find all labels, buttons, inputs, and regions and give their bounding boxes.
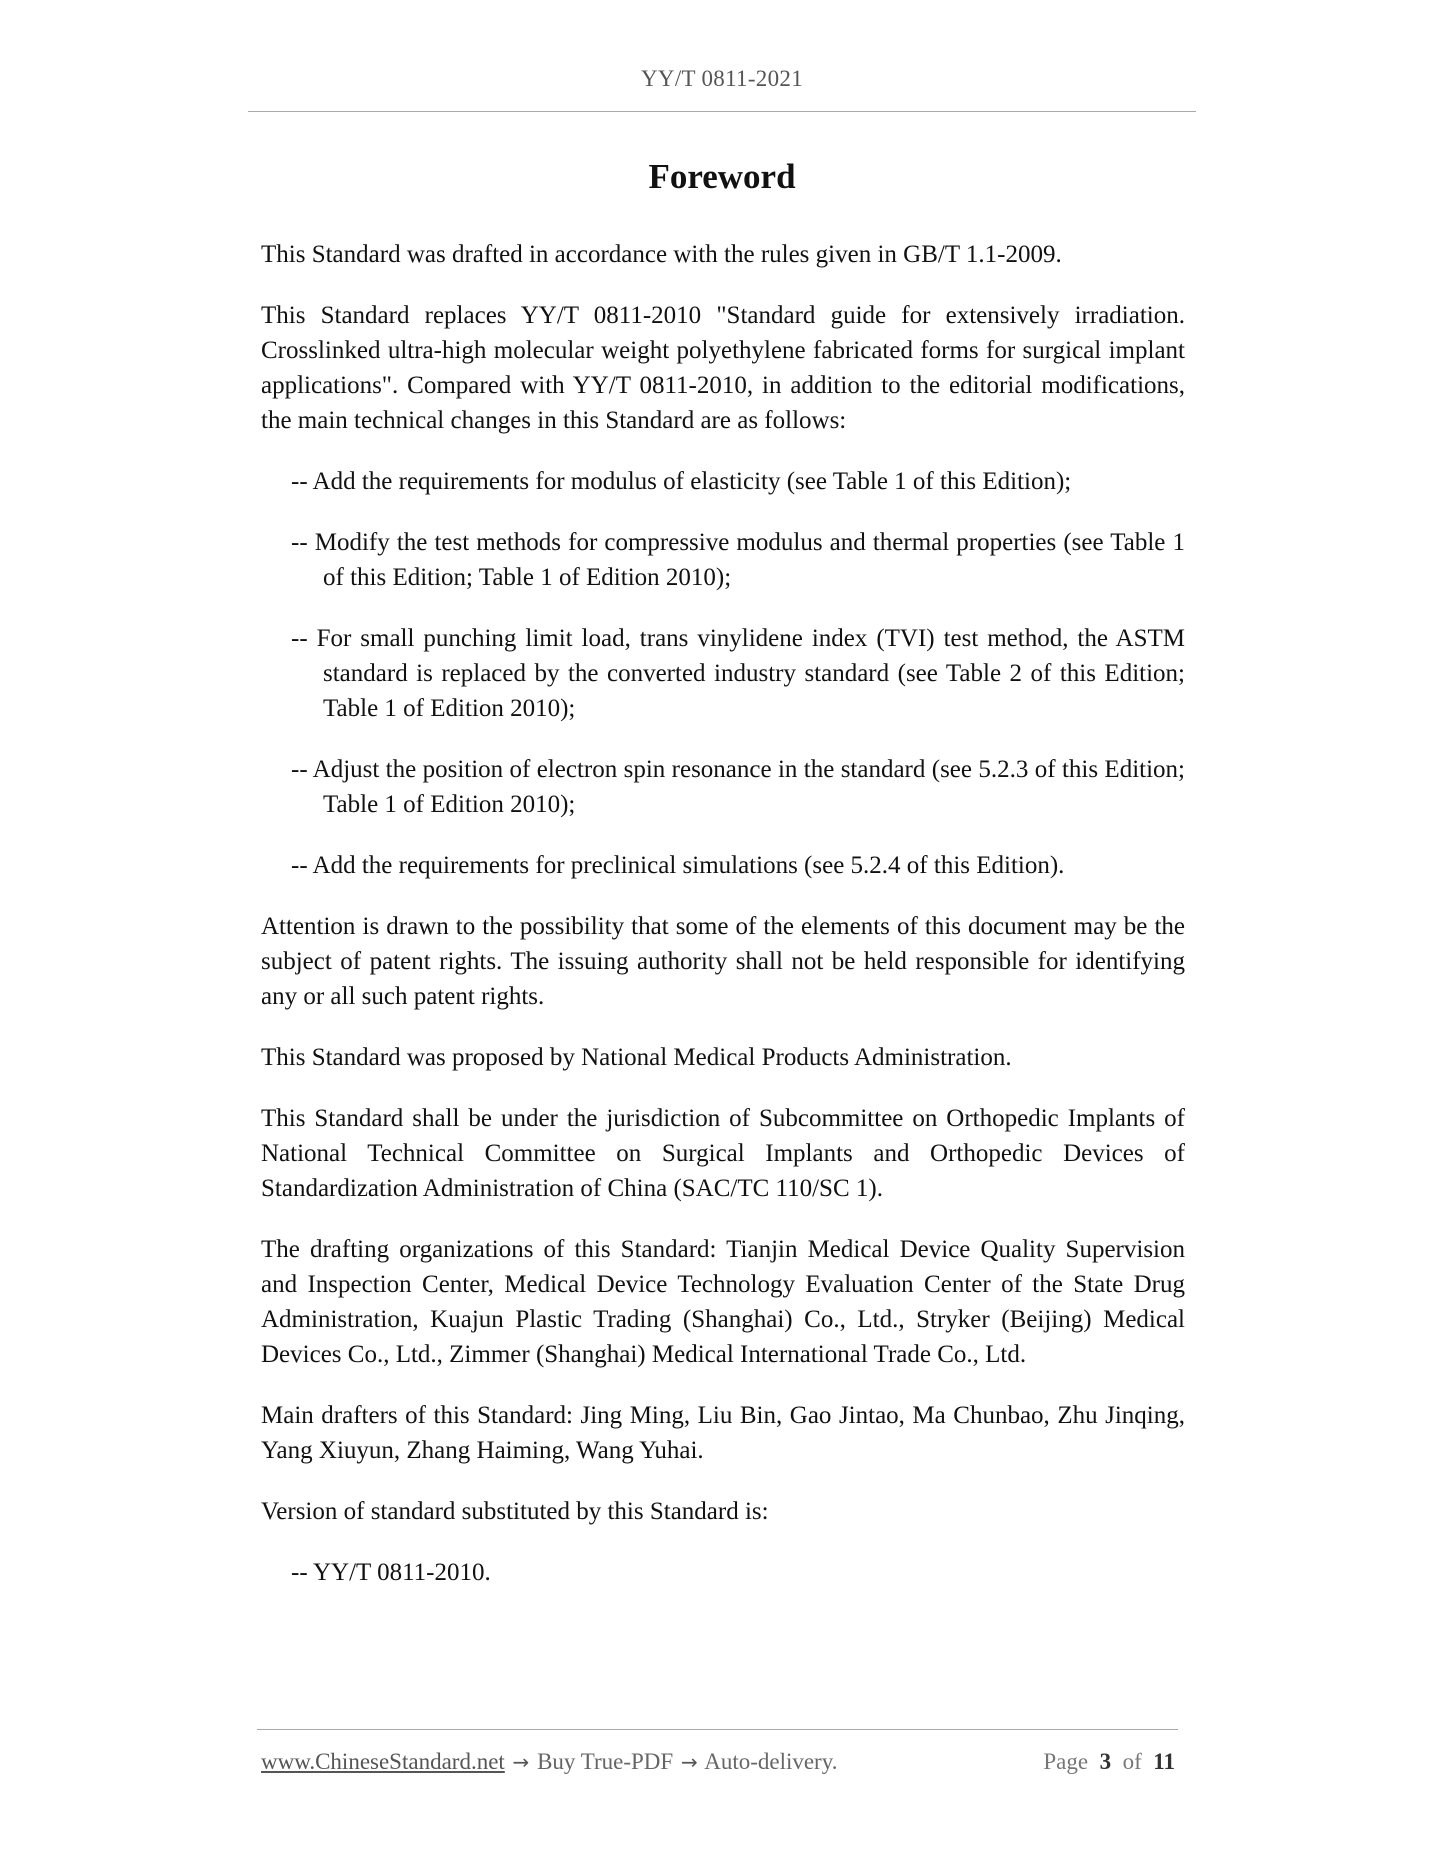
footer-promo xyxy=(261,1749,837,1775)
page-title: Foreword xyxy=(648,157,796,196)
substituted-version-paragraph: Version of standard substituted by this Standard is: xyxy=(261,1498,769,1525)
drafting-rules-paragraph: This Standard was drafted in accordance with the rules given in GB/T 1.1-2009. xyxy=(261,241,1062,268)
footer-divider xyxy=(257,1729,1178,1730)
main-drafters-paragraph: Main drafters of this Standard: Jing Ming, Liu Bin, Gao Jintao, Ma Chunbao, Zhu Jinqing, Yang Xiuyun, Zhang Haiming, Wang Yuhai. xyxy=(261,1402,1185,1464)
page-total: 11 xyxy=(1153,1749,1175,1774)
replacement-paragraph: This Standard replaces YY/T 0811-2010 "Standard guide for extensively irradiation. Crosslinked ultra-high molecular weight polyethylene fabricated forms for surgical implant applications". Compared with YY/T 0811-2010, in addition to the editorial modifications, the main technical changes in this Standard are as follows: xyxy=(261,302,1185,434)
change-item: -- Add the requirements for preclinical simulations (see 5.2.4 of this Edition). xyxy=(291,852,1065,879)
change-item: -- For small punching limit load, trans vinylidene index (TVI) test method, the ASTM standard is replaced by the converted industry standard (see Table 2 of this Edition; Table 1 of Edition 2010); xyxy=(291,625,1185,722)
page-of-label: of xyxy=(1122,1749,1142,1774)
buy-pdf-text: Buy True-PDF xyxy=(537,1749,674,1774)
page-label: Page xyxy=(1043,1749,1089,1774)
page-current: 3 xyxy=(1099,1749,1112,1774)
patent-notice-paragraph: Attention is drawn to the possibility that some of the elements of this document may be the subject of patent rights. The issuing authority shall not be held responsible for identifying any or all such patent rights. xyxy=(261,913,1185,1010)
auto-delivery-text: Auto-delivery. xyxy=(704,1749,838,1774)
site-link[interactable]: www.ChineseStandard.net xyxy=(261,1749,505,1774)
change-item: -- Adjust the position of electron spin resonance in the standard (see 5.2.3 of this Edition; Table 1 of Edition 2010); xyxy=(291,756,1185,818)
page-number xyxy=(1043,1749,1175,1775)
document-body xyxy=(261,237,1185,1616)
change-item: -- Add the requirements for modulus of elasticity (see Table 1 of this Edition); xyxy=(291,468,1072,495)
document-code-header: YY/T 0811-2021 xyxy=(641,66,803,91)
jurisdiction-paragraph: This Standard shall be under the jurisdiction of Subcommittee on Orthopedic Implants of National Technical Committee on Surgical Implants and Orthopedic Devices of Standardization Administration of China (SAC/TC 110/SC 1). xyxy=(261,1105,1185,1202)
arrow-right-icon: → xyxy=(680,1750,698,1774)
proposer-paragraph: This Standard was proposed by National Medical Products Administration. xyxy=(261,1044,1012,1071)
header-divider xyxy=(248,111,1196,112)
drafting-organizations-paragraph: The drafting organizations of this Standard: Tianjin Medical Device Quality Supervision and Inspection Center, Medical Device Technology Evaluation Center of the State Drug Administration, Kuajun Plastic Trading (Shanghai) Co., Ltd., Stryker (Beijing) Medical Devices Co., Ltd., Zimmer (Shanghai) Medical International Trade Co., Ltd. xyxy=(261,1236,1185,1368)
technical-changes-list xyxy=(261,464,1185,883)
substituted-version-item: -- YY/T 0811-2010. xyxy=(291,1559,491,1586)
change-item: -- Modify the test methods for compressive modulus and thermal properties (see Table 1 of this Edition; Table 1 of Edition 2010); xyxy=(291,529,1185,591)
arrow-right-icon: → xyxy=(512,1750,530,1774)
